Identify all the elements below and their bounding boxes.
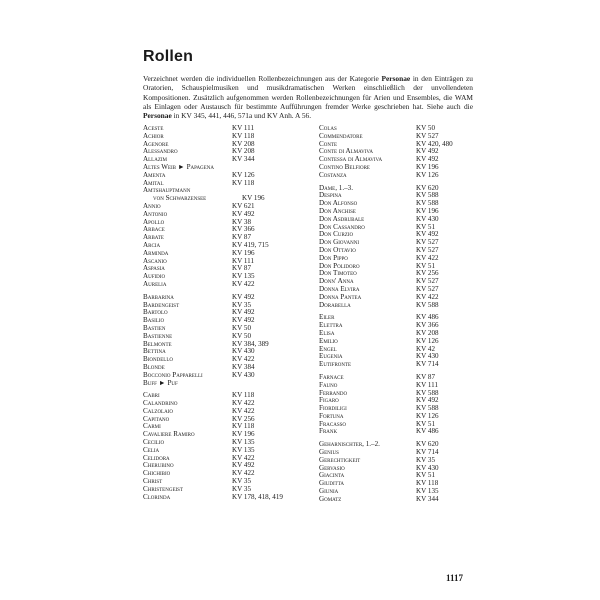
role-name: Cavaliere Ramiro	[143, 430, 195, 439]
intro-text-1: Verzeichnet werden die individuellen Rollenbezeichnungen aus der Kategorie	[143, 74, 382, 83]
kv-reference: KV 42	[416, 344, 435, 353]
kv-reference: KV 492	[232, 461, 255, 470]
role-name: Eiler	[319, 313, 335, 322]
kv-reference: KV 208	[232, 147, 255, 156]
index-entry	[143, 470, 301, 478]
role-name: Apollo	[143, 217, 165, 226]
kv-reference: KV 344	[232, 155, 255, 164]
role-name: Colas	[319, 124, 337, 132]
kv-reference: KV 208	[232, 139, 255, 148]
kv-reference: KV 620	[416, 440, 439, 449]
role-name: Fiordiligi	[319, 404, 347, 413]
kv-reference: KV 430	[232, 370, 255, 379]
index-entry	[143, 258, 301, 266]
index-column-left	[143, 125, 301, 501]
kv-reference: KV 492	[416, 147, 439, 156]
index-entry	[143, 317, 301, 325]
role-name: Don Asdrubale	[319, 214, 365, 223]
kv-reference: KV 208	[416, 328, 439, 337]
index-entry	[143, 234, 301, 242]
role-name: Bocconio Papparelli	[143, 370, 203, 379]
kv-reference: KV 118	[416, 479, 439, 488]
page-number: 1117	[446, 573, 464, 583]
kv-reference: KV 344	[416, 494, 439, 503]
role-name: Cherubino	[143, 461, 174, 470]
index-entry	[143, 356, 301, 364]
index-entry	[319, 172, 479, 180]
role-name: Don Curzio	[319, 230, 354, 239]
role-name: Costanza	[319, 170, 347, 179]
kv-reference: KV 422	[416, 253, 439, 262]
kv-reference: KV 51	[416, 222, 435, 231]
kv-reference: KV 366	[416, 321, 439, 330]
index-entry	[143, 341, 301, 349]
kv-reference: KV 35	[232, 300, 251, 309]
kv-reference: KV 135	[416, 487, 439, 496]
kv-reference: KV 492	[232, 308, 255, 317]
kv-reference: KV 422	[232, 399, 255, 408]
index-entry	[143, 265, 301, 273]
role-name: Engel	[319, 344, 337, 353]
role-name: Contino Belfiore	[319, 162, 370, 171]
index-entry	[319, 302, 479, 310]
kv-reference: KV 196	[416, 162, 439, 171]
role-name: Giacinta	[319, 471, 345, 480]
kv-reference: KV 430	[416, 214, 439, 223]
intro-text-3: in KV 345, 441, 446, 571a und KV Anh. A 56.	[171, 111, 312, 121]
kv-reference: KV 422	[232, 469, 255, 478]
role-name: Basilio	[143, 316, 165, 325]
kv-reference: KV 51	[416, 471, 435, 480]
kv-reference: KV 527	[416, 131, 439, 140]
index-entry	[319, 428, 479, 436]
role-name: Carmi	[143, 422, 161, 431]
role-name: Annio	[143, 201, 161, 210]
kv-reference: KV 588	[416, 199, 439, 208]
index-entry	[319, 361, 479, 369]
role-name: Gervasio	[319, 463, 345, 472]
role-name: Christ	[143, 477, 163, 486]
kv-reference: KV 35	[232, 477, 251, 486]
index-entry	[319, 314, 479, 322]
role-name: Celidora	[143, 453, 170, 462]
role-name: Buff ► Puf	[143, 378, 178, 387]
role-name: Cecilio	[143, 438, 165, 447]
index-entry	[143, 273, 301, 281]
kv-reference: KV 527	[416, 277, 439, 286]
kv-reference: KV 430	[416, 463, 439, 472]
role-name: Barbarina	[143, 292, 174, 301]
role-name: Aufidio	[143, 272, 166, 281]
kv-reference: KV 50	[416, 124, 435, 132]
kv-reference: KV 196	[232, 430, 255, 439]
index-entry	[143, 172, 301, 180]
kv-reference: KV 422	[232, 453, 255, 462]
kv-reference: KV 422	[232, 355, 255, 364]
role-name: Contessa di Almaviva	[319, 155, 383, 164]
role-name: Don Pippo	[319, 253, 348, 262]
kv-reference: KV 50	[232, 331, 251, 340]
kv-reference: KV 135	[232, 445, 255, 454]
index-entry	[319, 488, 479, 496]
role-name: Cabri	[143, 391, 160, 400]
index-entry	[143, 226, 301, 234]
kv-reference: KV 135	[232, 272, 255, 281]
index-entry	[143, 494, 301, 502]
kv-reference: KV 256	[416, 269, 439, 278]
role-name: Calandrino	[143, 399, 178, 408]
role-name: Bastienne	[143, 331, 173, 340]
kv-reference: KV 492	[416, 396, 439, 405]
index-entry	[143, 195, 301, 203]
index-entry	[319, 441, 479, 449]
kv-reference: KV 87	[416, 372, 435, 381]
index-entry	[319, 374, 479, 382]
kv-reference: KV 492	[232, 292, 255, 301]
role-name: Arbace	[143, 225, 165, 234]
role-name: Dorabella	[319, 300, 351, 309]
role-name: Figaro	[319, 396, 339, 405]
role-name: Donn' Anna	[319, 277, 354, 286]
role-name: Don Polidoro	[319, 261, 360, 270]
role-name: Fortuna	[319, 411, 344, 420]
role-name: Aspasia	[143, 264, 165, 273]
role-name: Aceste	[143, 124, 164, 132]
kv-reference: KV 422	[232, 279, 255, 288]
kv-reference: KV 422	[416, 292, 439, 301]
index-entry	[143, 281, 301, 289]
kv-reference: KV 87	[232, 264, 251, 273]
intro-text-2: in den Einträgen zu Oratorien, Schauspielmusiken und musikdramatischen Werken einschließlich der unvollendeten Kompositionen. Zusätzlich aufgenommen werden Rollenbezeichnungen für Arien und Ensembles, die WAM als Einlagen oder Austausch für bestimmte Aufführungen fremder Werke geschrieben hat. Siehe auch die	[143, 74, 473, 111]
index-entry	[319, 405, 479, 413]
role-name: Bardengeist	[143, 300, 180, 309]
role-name: Emilio	[319, 336, 338, 345]
kv-reference: KV 384, 389	[232, 339, 269, 348]
index-entry	[319, 338, 479, 346]
kv-reference: KV 135	[232, 438, 255, 447]
role-name: Ascanio	[143, 256, 167, 265]
role-name: Farnace	[319, 372, 344, 381]
role-name: Fauno	[319, 380, 338, 389]
role-name: Elisa	[319, 328, 335, 337]
role-name: Celia	[143, 445, 160, 454]
kv-reference: KV 38	[232, 217, 251, 226]
role-name: Ferrando	[319, 388, 348, 397]
kv-reference: KV 620	[416, 183, 439, 192]
role-name: Don Cassandro	[319, 222, 365, 231]
kv-reference: KV 492	[232, 316, 255, 325]
kv-reference: KV 118	[232, 422, 255, 431]
index-entry	[319, 480, 479, 488]
index-entry	[319, 330, 479, 338]
role-name: Calzolaio	[143, 406, 174, 415]
role-name: Eugenia	[319, 352, 343, 361]
kv-reference: KV 118	[232, 391, 255, 400]
kv-reference: KV 588	[416, 300, 439, 309]
kv-reference: KV 111	[232, 256, 255, 265]
index-entry	[319, 322, 479, 330]
kv-reference: KV 196	[242, 194, 265, 203]
kv-reference: KV 492	[416, 230, 439, 239]
role-name: Bartolo	[143, 308, 168, 317]
kv-reference: KV 486	[416, 313, 439, 322]
role-name: Elettra	[319, 321, 343, 330]
kv-reference: KV 118	[232, 131, 255, 140]
role-name: Conte	[319, 139, 338, 148]
role-name: Agenore	[143, 139, 169, 148]
kv-reference: KV 256	[232, 414, 255, 423]
role-name: Despina	[319, 191, 342, 200]
index-entry	[143, 125, 301, 133]
role-name: Bettina	[143, 347, 166, 356]
kv-reference: KV 714	[416, 360, 439, 369]
kv-reference: KV 35	[416, 455, 435, 464]
intro-bold-2: Personae	[143, 111, 172, 121]
role-name: Antonio	[143, 209, 168, 218]
kv-reference: KV 492	[416, 155, 439, 164]
role-name: Allazim	[143, 155, 168, 164]
role-name: Belmonte	[143, 339, 172, 348]
section-heading: Rollen	[143, 48, 194, 65]
role-name: Conte di Almaviva	[319, 147, 373, 156]
index-entry	[143, 439, 301, 447]
kv-reference: KV 196	[416, 206, 439, 215]
role-name: Achior	[143, 131, 164, 140]
kv-reference: KV 527	[416, 284, 439, 293]
index-entry	[319, 346, 479, 354]
role-name: Alessandro	[143, 147, 178, 156]
role-name: Donna Pantea	[319, 292, 362, 301]
kv-reference: KV 126	[232, 170, 255, 179]
index-entry	[319, 421, 479, 429]
kv-reference: KV 430	[416, 352, 439, 361]
role-name: Don Alfonso	[319, 199, 358, 208]
index-entry	[143, 380, 301, 388]
role-name: Donna Elvira	[319, 284, 360, 293]
role-name: Don Giovanni	[319, 238, 359, 247]
kv-reference: KV 621	[232, 201, 255, 210]
role-name: Don Timoteo	[319, 269, 357, 278]
kv-reference: KV 588	[416, 404, 439, 413]
index-entry	[143, 309, 301, 317]
kv-reference: KV 486	[416, 427, 439, 436]
kv-reference: KV 87	[232, 233, 251, 242]
role-name: Chichibio	[143, 469, 171, 478]
kv-reference: KV 366	[232, 225, 255, 234]
kv-reference: KV 51	[416, 419, 435, 428]
kv-reference: KV 35	[232, 484, 251, 493]
kv-reference: KV 126	[416, 411, 439, 420]
kv-reference: KV 126	[416, 170, 439, 179]
kv-reference: KV 588	[416, 191, 439, 200]
kv-reference: KV 714	[416, 448, 439, 457]
role-name: Eutifronte	[319, 360, 352, 369]
kv-reference: KV 527	[416, 245, 439, 254]
index-entry	[143, 416, 301, 424]
role-name: Capitano	[143, 414, 170, 423]
role-name: Geharnischter, 1.–2.	[319, 440, 380, 449]
role-name: Giunia	[319, 487, 339, 496]
role-name: Genius	[319, 448, 339, 457]
index-entry	[143, 219, 301, 227]
role-name: Gomatz	[319, 494, 342, 503]
index-entry	[319, 185, 479, 193]
role-name: von Schwarzensee	[153, 194, 207, 203]
kv-reference: KV 430	[232, 347, 255, 356]
kv-reference	[232, 380, 301, 388]
kv-reference: KV 126	[416, 336, 439, 345]
role-name: Commendatore	[319, 131, 363, 140]
role-name: Arminda	[143, 248, 169, 257]
kv-reference: KV 118	[232, 178, 255, 187]
role-name: Aurelia	[143, 279, 167, 288]
kv-reference: KV 420, 480	[416, 139, 453, 148]
role-name: Gerechtigkeit	[319, 455, 361, 464]
role-name: Amtshauptmann	[143, 186, 191, 195]
index-entry	[143, 431, 301, 439]
role-name: Arbate	[143, 233, 164, 242]
kv-reference: KV 111	[232, 124, 255, 132]
kv-reference: KV 527	[416, 238, 439, 247]
role-name: Fracasso	[319, 419, 347, 428]
role-name: Don Anchise	[319, 206, 356, 215]
role-name: Amenta	[143, 170, 166, 179]
role-name: Biondello	[143, 355, 174, 364]
kv-reference: KV 51	[416, 261, 435, 270]
index-entry	[143, 164, 301, 172]
role-name: Clorinda	[143, 492, 171, 501]
kv-reference: KV 384	[232, 362, 255, 371]
role-name: Bastien	[143, 323, 166, 332]
role-name: Arcia	[143, 240, 161, 249]
index-entry	[143, 211, 301, 219]
index-entry	[319, 390, 479, 398]
role-name: Amital	[143, 178, 164, 187]
kv-reference: KV 588	[416, 388, 439, 397]
kv-reference: KV 50	[232, 323, 251, 332]
role-name: Blonde	[143, 362, 165, 371]
kv-reference: KV 419, 715	[232, 240, 269, 249]
role-name: Christengeist	[143, 484, 184, 493]
index-column-right	[319, 125, 479, 504]
kv-reference: KV 422	[232, 406, 255, 415]
kv-reference: KV 196	[232, 248, 255, 257]
role-name: Giuditta	[319, 479, 344, 488]
role-name: Dame, 1.–3.	[319, 183, 353, 192]
index-entry	[319, 496, 479, 504]
role-name: Don Ottavio	[319, 245, 356, 254]
role-name: Frank	[319, 427, 338, 436]
role-name: Altes Weib ► Papagena	[143, 162, 214, 171]
intro-bold-1: Personae	[381, 74, 411, 83]
index-entry	[319, 133, 479, 141]
kv-reference: KV 111	[416, 380, 439, 389]
kv-reference: KV 178, 418, 419	[232, 492, 283, 501]
kv-reference: KV 492	[232, 209, 255, 218]
intro-paragraph	[143, 74, 473, 120]
